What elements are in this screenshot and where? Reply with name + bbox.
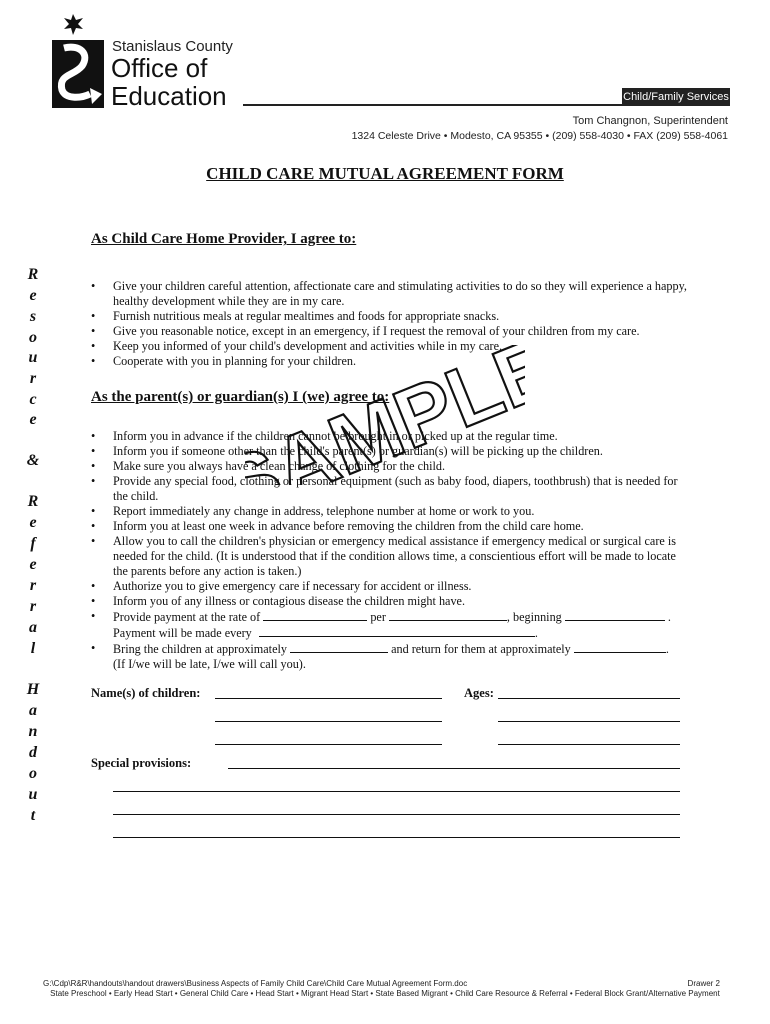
special-provisions-field-3[interactable] bbox=[113, 814, 680, 815]
child-name-field-2[interactable] bbox=[215, 721, 442, 722]
bring-item: • Bring the children at approximately and return for them at approximately . (If I/we will be late, I/we will call you). bbox=[91, 641, 691, 672]
provider-section-heading: As Child Care Home Provider, I agree to: bbox=[91, 231, 357, 247]
child-name-field-1[interactable] bbox=[215, 698, 442, 699]
side-letter: l bbox=[30, 640, 36, 657]
special-provisions-field-4[interactable] bbox=[113, 837, 680, 838]
ages-label: Ages: bbox=[464, 686, 494, 700]
list-item: • Cooperate with you in planning for your children. bbox=[91, 354, 691, 369]
late-notice-text: (If I/we will be late, I/we will call you). bbox=[113, 657, 306, 671]
drop-off-time-field[interactable] bbox=[290, 641, 388, 653]
side-letter: H bbox=[26, 681, 40, 698]
form-title: CHILD CARE MUTUAL AGREEMENT FORM bbox=[206, 164, 564, 183]
address-line: 1324 Celeste Drive • Modesto, CA 95355 • (209) 558-4030 • FAX (209) 558-4061 bbox=[351, 130, 728, 142]
special-provisions-label: Special provisions: bbox=[91, 756, 192, 770]
side-letter: a bbox=[29, 619, 37, 636]
side-letter: r bbox=[29, 370, 37, 387]
side-letter: n bbox=[28, 723, 38, 740]
parent-section-heading: As the parent(s) or guardian(s) I (we) agree to: bbox=[91, 389, 390, 405]
side-letter: t bbox=[30, 807, 36, 824]
children-names-label: Name(s) of children: bbox=[91, 686, 201, 700]
sample-watermark bbox=[245, 345, 525, 485]
list-item: • Authorize you to give emergency care if necessary for accident or illness. bbox=[91, 579, 691, 594]
child-name-field-3[interactable] bbox=[215, 744, 442, 745]
county-logo-icon bbox=[50, 14, 108, 112]
list-item: • Make sure you always have a clean change of clothing for the child. bbox=[91, 459, 691, 474]
payment-start-date-field[interactable] bbox=[565, 609, 665, 621]
list-item: • Give you reasonable notice, except in an emergency, if I request the removal of your children from my care. bbox=[91, 324, 691, 339]
footer-programs: State Preschool • Early Head Start • General Child Care • Head Start • Migrant Head Start • State Based Migrant • Child Care Resource & Referral • Federal Block Grant/Alternative Payment bbox=[50, 989, 720, 998]
side-letter: R bbox=[27, 493, 39, 510]
payment-rate-field[interactable] bbox=[263, 609, 367, 621]
side-letter: u bbox=[28, 786, 38, 803]
side-letter: a bbox=[29, 702, 37, 719]
watermark-text: SAMPLE bbox=[245, 345, 525, 485]
side-letter: o bbox=[29, 329, 37, 346]
list-item: • Report immediately any change in address, telephone number at home or work to you. bbox=[91, 504, 691, 519]
list-item: • Give your children careful attention, affectionate care and stimulating activities to do so they will experience a happy, healthy development while they are in my care. bbox=[91, 279, 691, 309]
footer-drawer: Drawer 2 bbox=[687, 979, 720, 988]
side-letter: e bbox=[29, 556, 37, 573]
side-letter: o bbox=[29, 765, 37, 782]
list-item: • Keep you informed of your child's development and activities while in my care. bbox=[91, 339, 691, 354]
age-field-3[interactable] bbox=[498, 744, 680, 745]
side-letter: d bbox=[29, 744, 37, 761]
payment-item: • Provide payment at the rate of per , beginning . Payment will be made every . bbox=[91, 609, 691, 641]
list-item: • Inform you at least one week in advance before removing the children from the child care home. bbox=[91, 519, 691, 534]
age-field-2[interactable] bbox=[498, 721, 680, 722]
side-letter: R bbox=[27, 266, 39, 283]
side-letter: f bbox=[30, 535, 36, 552]
special-provisions-field-1[interactable] bbox=[228, 768, 680, 769]
list-item: • Inform you in advance if the children cannot be brought in or picked up at the regular time. bbox=[91, 429, 691, 444]
payment-rate-label: Provide payment at the rate of bbox=[113, 610, 261, 624]
footer-file-path: G:\Cdp\R&R\handouts\handout drawers\Business Aspects of Family Child Care\Child Care Mutual Agreement Form.doc bbox=[43, 979, 468, 988]
side-letter: e bbox=[29, 514, 37, 531]
payment-per-label: per bbox=[370, 610, 386, 624]
list-item: • Allow you to call the children's physician or emergency medical assistance if emergency medical or surgical care is needed for the child. (It is understood that if the condition allows time, a conscientious effort will be made to locate the parents before any action is taken.) bbox=[91, 534, 691, 579]
side-letter: r bbox=[29, 577, 37, 594]
list-item: • Furnish nutritious meals at regular mealtimes and foods for appropriate snacks. bbox=[91, 309, 691, 324]
side-letter: s bbox=[29, 308, 37, 325]
side-letter: e bbox=[29, 287, 37, 304]
org-name-line2: Office of bbox=[111, 53, 208, 83]
payment-schedule-label: Payment will be made every bbox=[113, 626, 252, 640]
drop-off-label: Bring the children at approximately bbox=[113, 642, 287, 656]
superintendent: Tom Changnon, Superintendent bbox=[572, 115, 728, 127]
payment-period-field[interactable] bbox=[389, 609, 507, 621]
payment-schedule-field[interactable] bbox=[259, 625, 535, 637]
side-letter: & bbox=[26, 452, 40, 469]
side-letter: e bbox=[29, 411, 37, 428]
special-provisions-field-2[interactable] bbox=[113, 791, 680, 792]
org-name-line1: Stanislaus County bbox=[112, 38, 233, 55]
side-letter: r bbox=[29, 598, 37, 615]
org-name-line3: Education bbox=[111, 81, 227, 111]
payment-beginning-label: beginning bbox=[513, 610, 562, 624]
side-letter: c bbox=[29, 391, 37, 408]
side-letter: u bbox=[28, 349, 38, 366]
list-item: • Inform you if someone other than the child's parent(s) or guardian(s) will be picking up the children. bbox=[91, 444, 691, 459]
list-item: • Inform you of any illness or contagious disease the children might have. bbox=[91, 594, 691, 609]
pick-up-label: and return for them at approximately bbox=[391, 642, 571, 656]
list-item: • Provide any special food, clothing or personal equipment (such as baby food, diapers, toothbrush) that is needed for the child. bbox=[91, 474, 691, 504]
pick-up-time-field[interactable] bbox=[574, 641, 666, 653]
department-badge: Child/Family Services bbox=[622, 88, 730, 106]
age-field-1[interactable] bbox=[498, 698, 680, 699]
